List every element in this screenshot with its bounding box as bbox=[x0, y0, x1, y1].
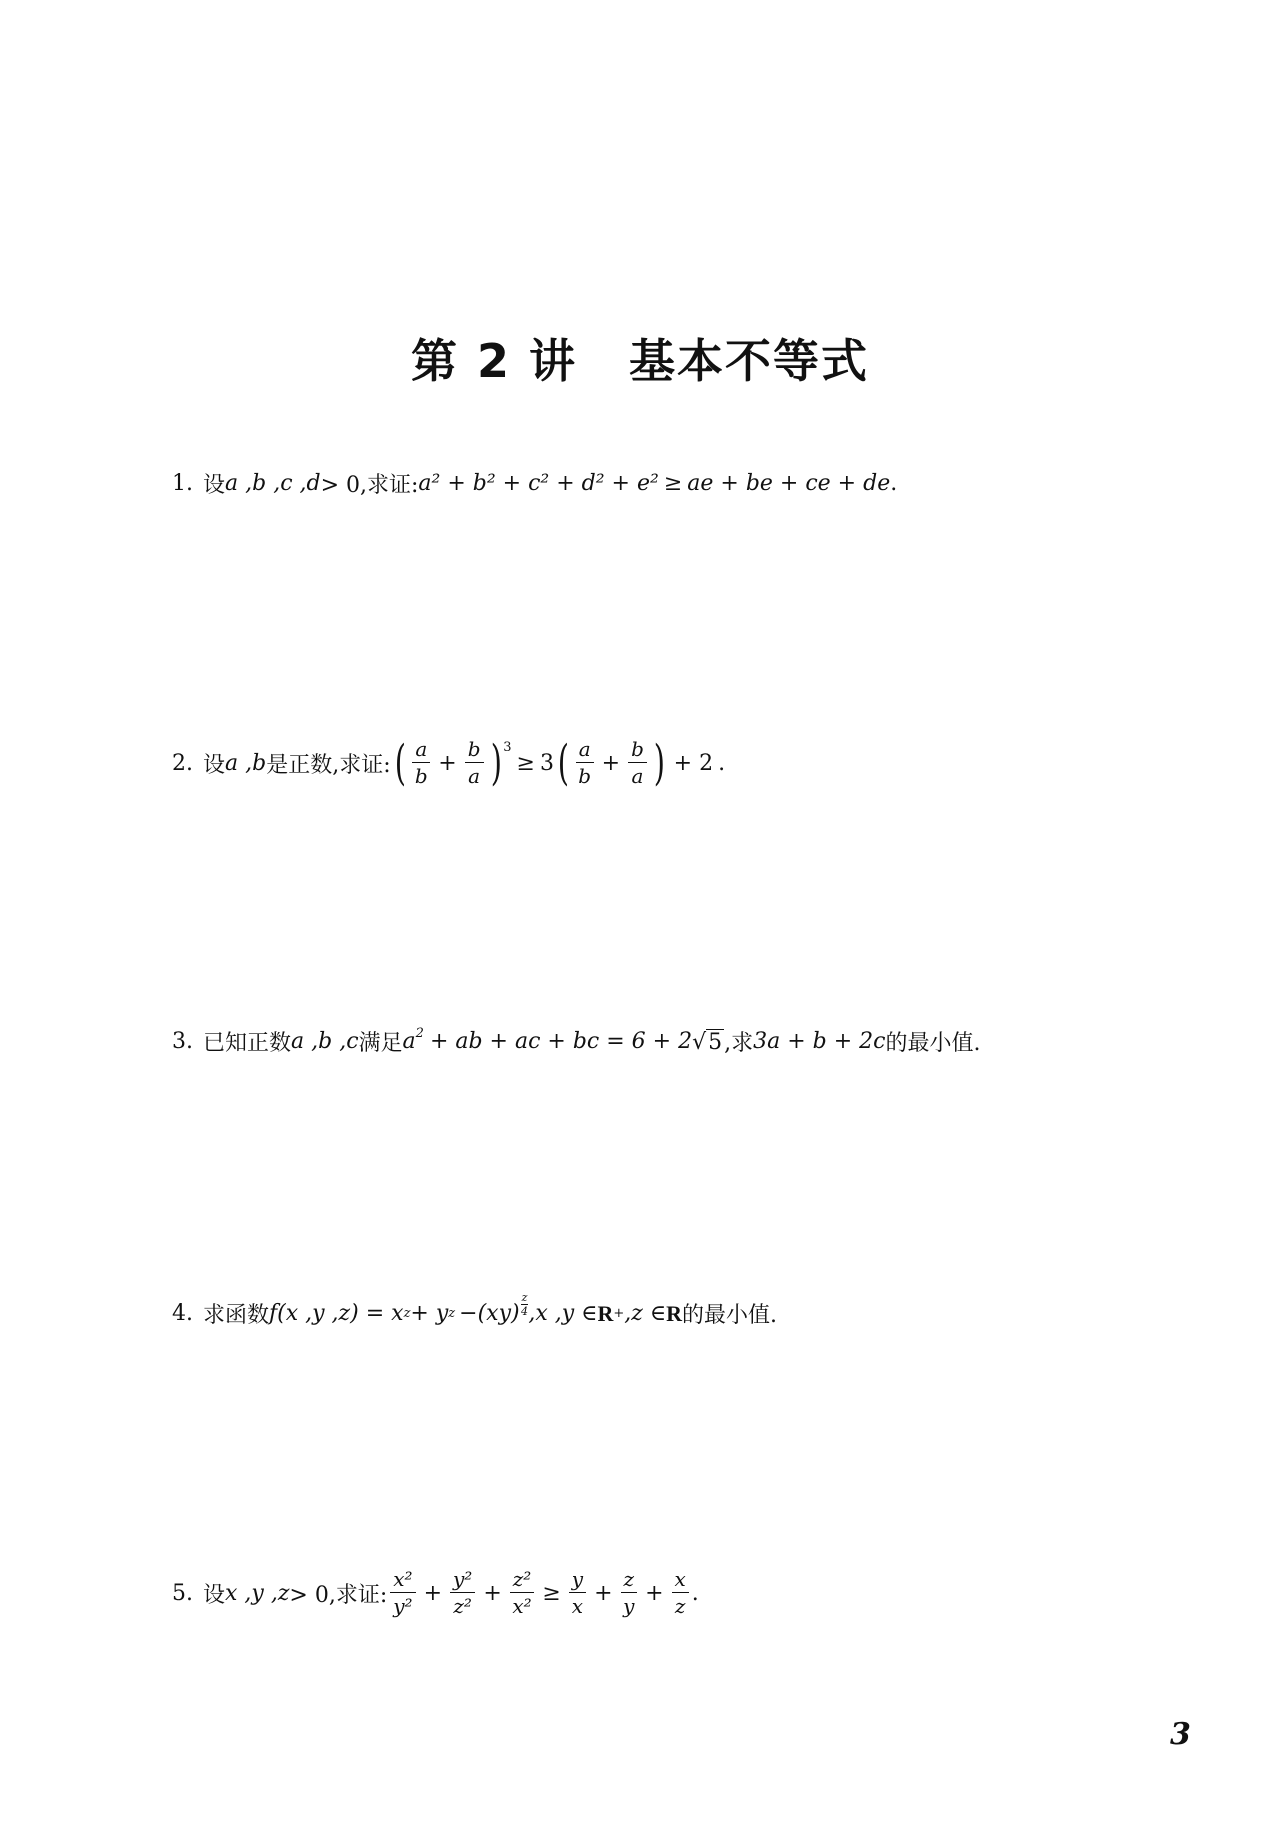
problem-5: 5. 设 x ,y ,z > 0,求证: $\frac{\text{x²}}{\text{y²}}$ + $\frac{\text{y²}}{\text{z²}}$ + $\frac{\text{z²}}{\text{x²}}$ ≥ $\frac{y}{x}$ + $\frac{z}{y}$ + $\frac{x}{z}$ . bbox=[172, 1567, 699, 1618]
objective-expression: 3a + b + 2c bbox=[753, 1029, 886, 1054]
problem-3: 3. 已知正数 a ,b ,c 满足 $a^2$ + ab + ac + bc = 6 + 2 √ 5 ,求 3a + b + 2c 的最小值. bbox=[172, 1026, 981, 1056]
fractional-exponent: $\frac{z}{4}$ bbox=[520, 1291, 528, 1319]
variables: a ,b ,c ,d bbox=[225, 471, 321, 496]
problem-number: 3. bbox=[172, 1029, 193, 1054]
problem-number: 2. bbox=[172, 750, 193, 776]
plus-two: + 2 bbox=[673, 750, 714, 776]
fraction: $\frac{y}{x}$ bbox=[569, 1568, 586, 1618]
coefficient: 3 bbox=[539, 750, 554, 776]
fraction-b-over-a: $\frac{b}{a}$ bbox=[465, 738, 484, 788]
fraction: $\frac{\text{y²}}{\text{z²}}$ bbox=[450, 1568, 475, 1618]
inequality-rhs: ae + be + ce + de bbox=[687, 471, 891, 496]
fraction: $\frac{\text{z²}}{\text{x²}}$ bbox=[510, 1568, 535, 1618]
lecture-topic: 基本不等式 bbox=[629, 334, 870, 388]
problem-1: 1. 设 a ,b ,c ,d > 0,求证: a² + b² + c² + d² + e² ≥ ae + be + ce + de . bbox=[172, 471, 898, 498]
variables: x ,y ,z bbox=[225, 1580, 290, 1606]
fraction: $\frac{x}{z}$ bbox=[672, 1568, 689, 1618]
variables: a ,b ,c bbox=[291, 1029, 359, 1054]
fraction: $\frac{z}{y}$ bbox=[621, 1568, 638, 1618]
page-number: 3 bbox=[1170, 1717, 1191, 1752]
cube-exponent: 3 bbox=[503, 740, 512, 755]
real-numbers-symbol: R bbox=[597, 1300, 614, 1326]
ge-sign: ≥ bbox=[663, 471, 683, 496]
problem-4: 4. 求函数 f(x ,y ,z) = x z + y z −(xy) $\frac{z}{4}$ ,x ,y ∈ R + ,z ∈ R 的最小值. bbox=[172, 1291, 778, 1328]
page-title bbox=[0, 325, 1280, 391]
fraction-b-over-a: $\frac{b}{a}$ bbox=[628, 738, 647, 788]
fraction-a-over-b: $\frac{a}{b}$ bbox=[576, 738, 594, 788]
problem-number: 1. bbox=[172, 471, 193, 496]
real-numbers-symbol: R bbox=[666, 1300, 683, 1326]
function-def: f(x ,y ,z) = x bbox=[269, 1301, 404, 1326]
fraction-a-over-b: $\frac{a}{b}$ bbox=[412, 738, 430, 788]
lecture-number: 第 2 讲 bbox=[410, 334, 578, 388]
inequality-lhs: a² + b² + c² + d² + e² bbox=[418, 471, 659, 496]
variables: a ,b bbox=[225, 750, 267, 776]
equation-lhs: + ab + ac + bc = 6 + 2 bbox=[429, 1029, 693, 1054]
problem-number: 4. bbox=[172, 1301, 193, 1326]
ge-sign: ≥ bbox=[542, 1580, 561, 1606]
square-root: √ 5 bbox=[692, 1029, 723, 1055]
domain: ,x ,y ∈ bbox=[528, 1301, 598, 1326]
fraction: $\frac{\text{x²}}{\text{y²}}$ bbox=[390, 1568, 415, 1618]
problem-number: 5. bbox=[172, 1580, 193, 1606]
problem-2: 2. 设 a ,b 是正数,求证: ( $\frac{a}{b}$ + $\frac{b}{a}$ ) 3 ≥ 3 ( $\frac{a}{b}$ + $\frac{b}{a}$ ) + 2 . bbox=[172, 735, 726, 791]
ge-sign: ≥ bbox=[516, 750, 535, 776]
